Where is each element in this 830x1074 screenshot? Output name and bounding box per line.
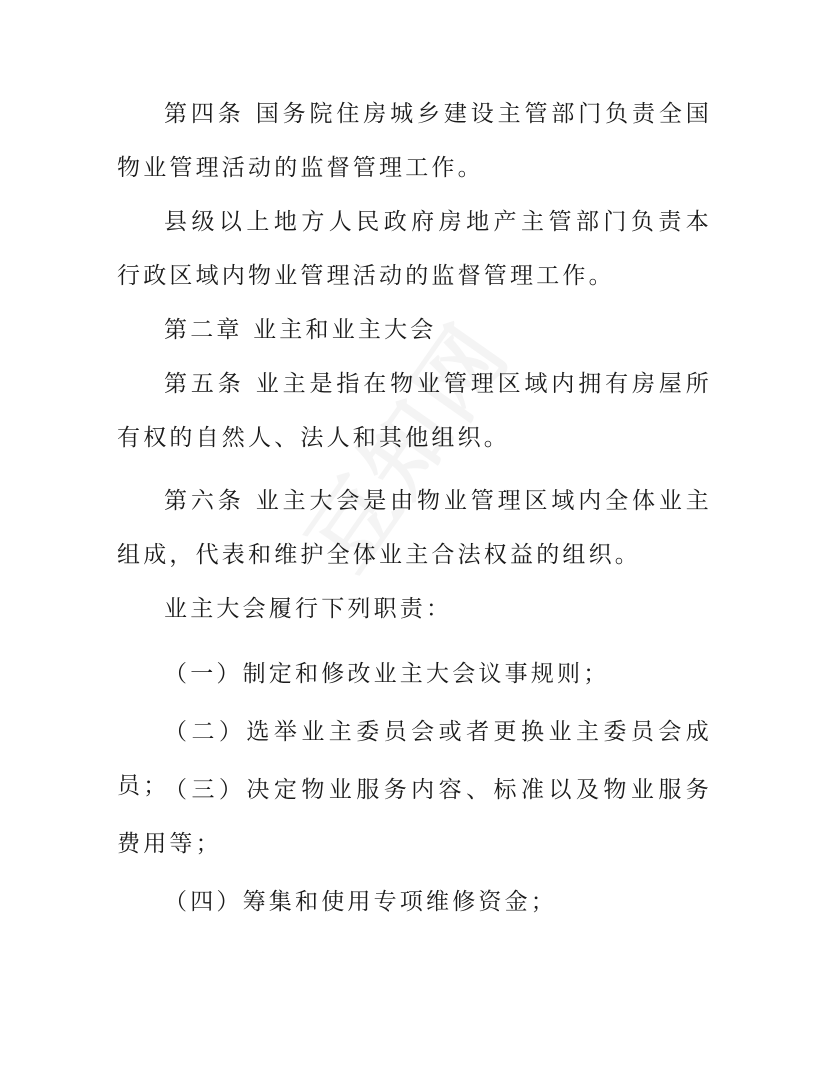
paragraph-article-6: 第六条 业主大会是由物业管理区域内全体业主组成，代表和维护全体业主合法权益的组织。 [117, 488, 712, 568]
paragraph-article-5: 第五条 业主是指在物业管理区域内拥有房屋所有权的自然人、法人和其他组织。 [117, 371, 712, 451]
chapter-heading: 第二章 业主和业主大会 [164, 317, 437, 343]
list-item-1: （一）制定和修改业主大会议事规则； [164, 661, 610, 687]
paragraph-local-authority: 县级以上地方人民政府房地产主管部门负责本行政区域内物业管理活动的监督管理工作。 [117, 209, 712, 289]
paragraph-duties-intro: 业主大会履行下列职责： [164, 596, 453, 622]
list-item-3: （三）决定物业服务内容、标准以及物业服务费用等； [117, 777, 712, 857]
paragraph-article-4: 第四条 国务院住房城乡建设主管部门负责全国物业管理活动的监督管理工作。 [117, 101, 712, 181]
list-item-4: （四）筹集和使用专项维修资金； [164, 889, 557, 915]
list-item-2: （二）选举业主委员会或者更换业主委员会成员； [117, 719, 712, 799]
